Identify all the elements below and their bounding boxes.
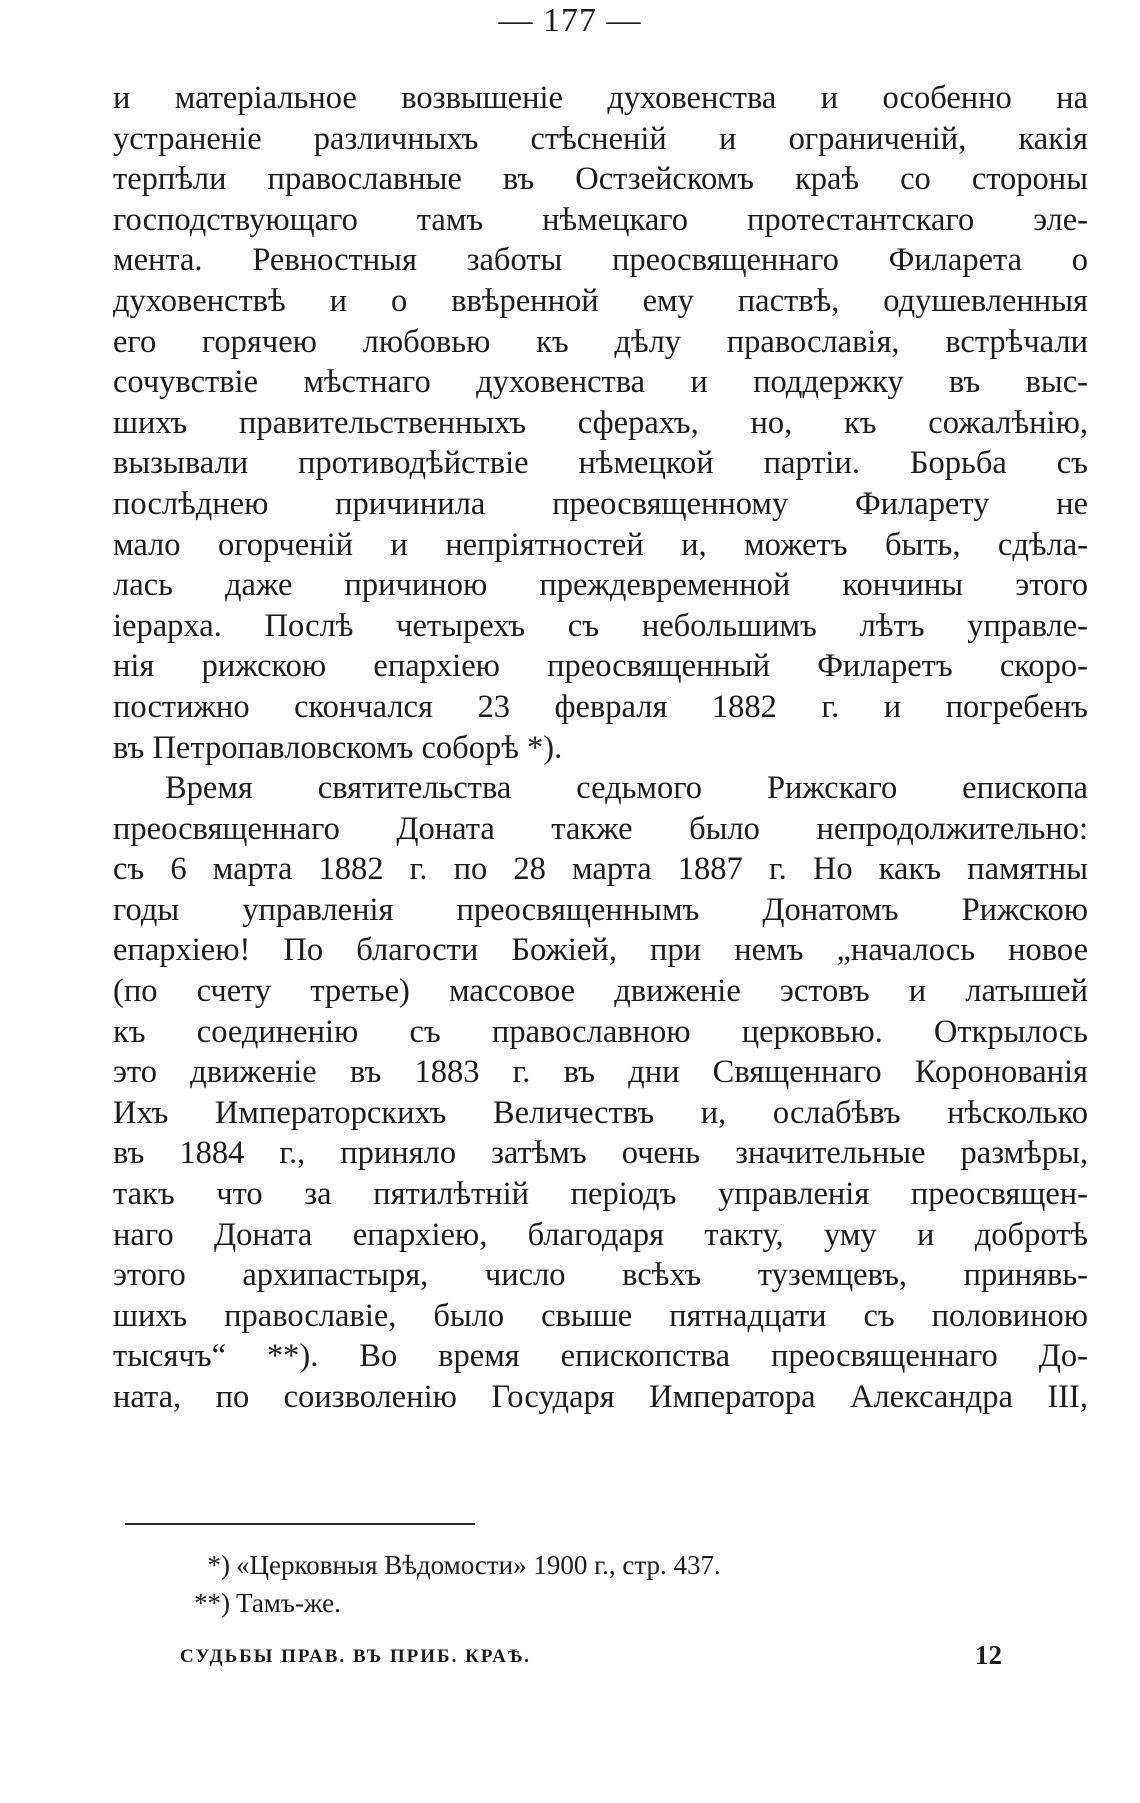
text-line: постижно скончался 23 февраля 1882 г. и погребенъ (113, 688, 1088, 725)
text-line: мента. Ревностныя заботы преосвященнаго Филарета о (113, 242, 1088, 279)
text-line: шихъ православіе, было свыше пятнадцати съ половиною (113, 1297, 1088, 1334)
footnote-text: «Церковныя Вѣдомости» 1900 г., стр. 437. (236, 1550, 721, 1580)
text-line: такъ что за пятилѣтній періодъ управленія преосвящен- (113, 1176, 1088, 1213)
text-line: Ихъ Императорскихъ Величествъ и, ослабѣвъ нѣсколько (113, 1094, 1088, 1131)
footnote-mark: *) (207, 1550, 230, 1580)
footnote-divider (125, 1523, 475, 1525)
text-line: шихъ правительственныхъ сферахъ, но, къ сожалѣнію, (113, 404, 1088, 441)
text-line: терпѣли православные въ Остзейскомъ краѣ со стороны (113, 161, 1088, 198)
text-line: его горячею любовью къ дѣлу православія, встрѣчали (113, 323, 1088, 360)
text-line: господствующаго тамъ нѣмецкаго протестантскаго эле- (113, 201, 1088, 238)
footnotes (178, 1546, 721, 1622)
text-line: вызывали противодѣйствіе нѣмецкой партіи. Борьба съ (113, 445, 1088, 482)
text-line: въ 1884 г., приняло затѣмъ очень значительные размѣры, (113, 1135, 1088, 1172)
text-line: тысячъ“ **). Во время епископства преосвященнаго До- (113, 1338, 1088, 1375)
body-text (113, 78, 1088, 1418)
text-line: и матеріальное возвышеніе духовенства и особенно на (113, 80, 1088, 116)
text-line: Время святительства седьмого Рижскаго епископа (165, 770, 1088, 807)
footnote (178, 1584, 721, 1622)
sheet-number: 12 (975, 1640, 1002, 1670)
page-number: — 177 — (498, 2, 642, 39)
text-line: годы управленія преосвященнымъ Донатомъ Рижскою (113, 891, 1088, 928)
text-line: этого архипастыря, число всѣхъ туземцевъ, принявь- (113, 1257, 1088, 1294)
text-line: устраненіе различныхъ стѣсненій и ограниченій, какія (113, 120, 1088, 157)
text-line: сочувствіе мѣстнаго духовенства и поддержку въ выс- (113, 364, 1088, 401)
text-line: преосвященнаго Доната также было непродолжительно: (113, 810, 1088, 847)
text-line: ната, по соизволенію Государя Императора Александра III, (113, 1379, 1088, 1415)
footnote-mark: **) (194, 1588, 230, 1618)
text-line: (по счету третье) массовое движеніе эстовъ и латышей (113, 973, 1088, 1010)
text-line: нія рижскою епархіею преосвященный Филаретъ скоро- (113, 648, 1088, 685)
text-line: іерарха. Послѣ четырехъ съ небольшимъ лѣтъ управле- (113, 607, 1088, 644)
text-line: это движеніе въ 1883 г. въ дни Священнаго Коронованія (113, 1054, 1088, 1091)
text-line: мало огорченій и непріятностей и, можетъ быть, сдѣла- (113, 526, 1088, 563)
text-line: съ 6 марта 1882 г. по 28 марта 1887 г. Но какъ памятны (113, 851, 1088, 888)
text-line: наго Доната епархіею, благодаря такту, уму и добротѣ (113, 1216, 1088, 1253)
text-line: къ соединенію съ православною церковью. Открылось (113, 1013, 1088, 1050)
footnote (178, 1546, 721, 1584)
text-line: лась даже причиною преждевременной кончины этого (113, 567, 1088, 604)
footnote-text: Тамъ-же. (236, 1588, 341, 1618)
text-line: послѣднею причинила преосвященному Филарету не (113, 485, 1088, 522)
text-line: епархіею! По благости Божіей, при немъ „началось новое (113, 932, 1088, 969)
printer-signature: СУДЬБЫ ПРАВ. ВЪ ПРИБ. КРАѢ. (180, 1646, 532, 1667)
text-line: въ Петропавловскомъ соборѣ *). (113, 729, 563, 766)
text-line: духовенствѣ и о ввѣренной ему паствѣ, одушевленныя (113, 282, 1088, 319)
